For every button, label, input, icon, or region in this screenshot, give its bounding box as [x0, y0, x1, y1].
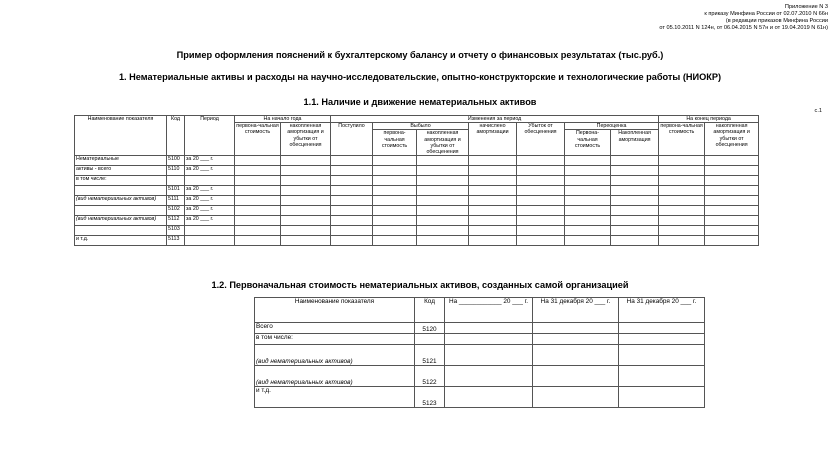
cell-value	[469, 176, 517, 186]
cell-value	[659, 166, 705, 176]
cell-value	[445, 323, 533, 334]
cell-code	[415, 334, 445, 345]
cell-value	[469, 226, 517, 236]
cell-value	[619, 345, 705, 366]
cell-code: 5110	[167, 166, 185, 176]
cell-value	[659, 216, 705, 226]
cell-value	[517, 186, 565, 196]
header-start: На начало года	[235, 116, 331, 123]
cell-value	[705, 206, 759, 216]
cell-value	[331, 236, 373, 246]
cell-name: (вид нематериальных активов)	[75, 216, 167, 226]
cell-value	[417, 156, 469, 166]
cell-name: в том числе:	[255, 334, 415, 345]
cell-value	[281, 186, 331, 196]
header-disposed-accum: накопленная амортизация и убытки от обесценения	[417, 130, 469, 156]
header-period: Период	[185, 116, 235, 156]
cell-value	[619, 334, 705, 345]
cell-code: 5112	[167, 216, 185, 226]
cell-code	[167, 176, 185, 186]
cell-code: 5102	[167, 206, 185, 216]
cell-value	[533, 366, 619, 387]
header-line: (в редакции приказов Минфина России	[725, 18, 828, 24]
cell-value	[517, 236, 565, 246]
cell-value	[705, 176, 759, 186]
cell-value	[281, 156, 331, 166]
header-name: Наименование показателя	[255, 298, 415, 323]
header-received: Поступило	[331, 123, 373, 156]
cell-value	[469, 196, 517, 206]
cell-value	[469, 236, 517, 246]
cell-value	[659, 196, 705, 206]
cell-period: за 20 ___ г.	[185, 186, 235, 196]
cell-period: за 20 ___ г.	[185, 166, 235, 176]
cell-value	[533, 323, 619, 334]
cell-value	[235, 166, 281, 176]
cell-value	[235, 156, 281, 166]
table-row	[255, 323, 705, 334]
cell-value	[331, 196, 373, 206]
cell-value	[417, 166, 469, 176]
cell-name: Нематериальные	[75, 156, 167, 166]
cell-value	[565, 176, 611, 186]
cell-value	[417, 236, 469, 246]
header-disposed-cost: первона-чальная стоимость	[373, 130, 417, 156]
cell-value	[517, 216, 565, 226]
cell-value	[469, 206, 517, 216]
cell-value	[659, 226, 705, 236]
header-date-2: На 31 декабря 20 ___ г.	[533, 298, 619, 323]
header-line: к приказу Минфина России от 02.07.2010 N 66н	[704, 11, 828, 17]
cell-code: 5111	[167, 196, 185, 206]
cell-name: активы - всего	[75, 166, 167, 176]
cell-value	[517, 226, 565, 236]
table-row	[75, 176, 759, 186]
cell-value	[517, 156, 565, 166]
self-created-assets-table	[254, 297, 705, 408]
cell-name: (вид нематериальных активов)	[255, 366, 415, 387]
cell-code: 5101	[167, 186, 185, 196]
cell-name: Всего	[255, 323, 415, 334]
cell-value	[373, 206, 417, 216]
cell-value	[533, 387, 619, 408]
cell-name: в том числе:	[75, 176, 167, 186]
cell-value	[705, 216, 759, 226]
cell-value	[331, 216, 373, 226]
cell-code: 5103	[167, 226, 185, 236]
cell-value	[619, 323, 705, 334]
table-row	[255, 334, 705, 345]
intangible-assets-table	[74, 115, 759, 246]
cell-value	[705, 186, 759, 196]
cell-value	[565, 216, 611, 226]
cell-value	[565, 196, 611, 206]
table-row	[75, 226, 759, 236]
header-name: Наименование показателя	[75, 116, 167, 156]
cell-value	[331, 156, 373, 166]
header-code: Код	[415, 298, 445, 323]
cell-value	[417, 216, 469, 226]
cell-value	[705, 236, 759, 246]
cell-code: 5121	[415, 345, 445, 366]
cell-value	[417, 186, 469, 196]
cell-value	[517, 176, 565, 186]
cell-period	[185, 226, 235, 236]
cell-value	[533, 345, 619, 366]
header-line: от 05.10.2011 N 124н, от 06.04.2015 N 57н и от 19.04.2019 N 61н)	[659, 25, 828, 31]
cell-value	[469, 166, 517, 176]
cell-value	[235, 226, 281, 236]
cell-value	[373, 186, 417, 196]
cell-code: 5122	[415, 366, 445, 387]
cell-value	[619, 387, 705, 408]
cell-value	[611, 156, 659, 166]
cell-value	[281, 166, 331, 176]
header-accum: накопленная амортизация и убытки от обесценения	[281, 123, 331, 156]
cell-value	[611, 236, 659, 246]
header-initial-cost: первона-чальная стоимость	[235, 123, 281, 156]
cell-name: и т.д.	[75, 236, 167, 246]
cell-code: 5120	[415, 323, 445, 334]
section-title: 1. Нематериальные активы и расходы на научно-исследовательские, опытно-конструкторские и технологические работы (НИОКР)	[118, 72, 722, 82]
cell-period: за 20 ___ г.	[185, 206, 235, 216]
cell-value	[331, 166, 373, 176]
header-end-accum: накопленная амортизация и убытки от обесценения	[705, 123, 759, 156]
cell-value	[611, 206, 659, 216]
cell-value	[705, 156, 759, 166]
cell-period: за 20 ___ г.	[185, 196, 235, 206]
cell-value	[565, 226, 611, 236]
cell-code: 5113	[167, 236, 185, 246]
cell-value	[445, 334, 533, 345]
cell-code: 5100	[167, 156, 185, 166]
cell-value	[705, 166, 759, 176]
header-accrued: начислено амортизации	[469, 123, 517, 156]
cell-name	[75, 186, 167, 196]
cell-value	[517, 166, 565, 176]
cell-value	[417, 176, 469, 186]
cell-value	[469, 156, 517, 166]
cell-value	[235, 206, 281, 216]
cell-value	[373, 236, 417, 246]
document-title: Пример оформления пояснений к бухгалтерскому балансу и отчету о финансовых результатах (тыс.руб.)	[176, 50, 664, 60]
table-row	[75, 206, 759, 216]
table-row	[75, 216, 759, 226]
header-reval-amort: Накопленная амортизация	[611, 130, 659, 156]
document-header	[659, 4, 828, 32]
table-row	[255, 345, 705, 366]
header-end-cost: первона-чальная стоимость	[659, 123, 705, 156]
header-code: Код	[167, 116, 185, 156]
cell-value	[611, 166, 659, 176]
cell-value	[331, 226, 373, 236]
cell-value	[373, 216, 417, 226]
cell-name	[75, 206, 167, 216]
cell-name: (вид нематериальных активов)	[255, 345, 415, 366]
cell-value	[611, 186, 659, 196]
cell-value	[281, 206, 331, 216]
cell-period: за 20 ___ г.	[185, 156, 235, 166]
cell-value	[281, 226, 331, 236]
cell-value	[659, 176, 705, 186]
cell-value	[705, 196, 759, 206]
cell-value	[281, 176, 331, 186]
header-loss: Убыток от обесценения	[517, 123, 565, 156]
table-row	[75, 166, 759, 176]
header-date-1: На ____________ 20 ___ г.	[445, 298, 533, 323]
cell-value	[331, 176, 373, 186]
page-label: с.1	[814, 108, 822, 114]
header-disposed: Выбыло	[373, 123, 469, 130]
cell-value	[445, 387, 533, 408]
cell-value	[565, 186, 611, 196]
cell-value	[565, 206, 611, 216]
table-row	[75, 156, 759, 166]
cell-value	[517, 196, 565, 206]
cell-value	[445, 366, 533, 387]
cell-value	[659, 236, 705, 246]
cell-value	[517, 206, 565, 216]
cell-value	[469, 216, 517, 226]
cell-name: и т.д.	[255, 387, 415, 408]
header-line: Приложение N 3	[784, 4, 828, 10]
cell-period	[185, 236, 235, 246]
cell-value	[611, 196, 659, 206]
cell-value	[611, 226, 659, 236]
cell-value	[417, 226, 469, 236]
cell-value	[235, 186, 281, 196]
cell-value	[373, 226, 417, 236]
table-row	[75, 236, 759, 246]
header-end: На конец периода	[659, 116, 759, 123]
cell-period: за 20 ___ г.	[185, 216, 235, 226]
table-row	[75, 196, 759, 206]
table-row	[255, 387, 705, 408]
cell-value	[235, 176, 281, 186]
cell-period	[185, 176, 235, 186]
cell-value	[373, 166, 417, 176]
cell-value	[611, 176, 659, 186]
subsection-title: 1.2. Первоначальная стоимость нематериальных активов, созданных самой организацией	[211, 280, 629, 290]
cell-value	[469, 186, 517, 196]
cell-value	[235, 236, 281, 246]
cell-value	[565, 166, 611, 176]
cell-value	[659, 156, 705, 166]
cell-name	[75, 226, 167, 236]
cell-value	[565, 156, 611, 166]
cell-value	[619, 366, 705, 387]
cell-value	[565, 236, 611, 246]
cell-value	[331, 186, 373, 196]
cell-value	[235, 196, 281, 206]
cell-value	[705, 226, 759, 236]
table-row	[75, 186, 759, 196]
cell-value	[281, 216, 331, 226]
cell-value	[659, 186, 705, 196]
cell-value	[281, 196, 331, 206]
cell-value	[417, 206, 469, 216]
header-reval-cost: Первона-чальная стоимость	[565, 130, 611, 156]
header-reval: Переоценка	[565, 123, 659, 130]
header-changes: Изменения за период	[331, 116, 659, 123]
cell-value	[281, 236, 331, 246]
table-row	[255, 366, 705, 387]
cell-value	[533, 334, 619, 345]
cell-value	[373, 196, 417, 206]
cell-value	[331, 206, 373, 216]
cell-value	[445, 345, 533, 366]
subsection-title: 1.1. Наличие и движение нематериальных активов	[303, 97, 537, 107]
cell-value	[373, 176, 417, 186]
cell-value	[659, 206, 705, 216]
cell-value	[235, 216, 281, 226]
cell-code: 5123	[415, 387, 445, 408]
cell-value	[611, 216, 659, 226]
header-date-3: На 31 декабря 20 ___ г.	[619, 298, 705, 323]
cell-name: (вид нематериальных активов)	[75, 196, 167, 206]
cell-value	[417, 196, 469, 206]
cell-value	[373, 156, 417, 166]
